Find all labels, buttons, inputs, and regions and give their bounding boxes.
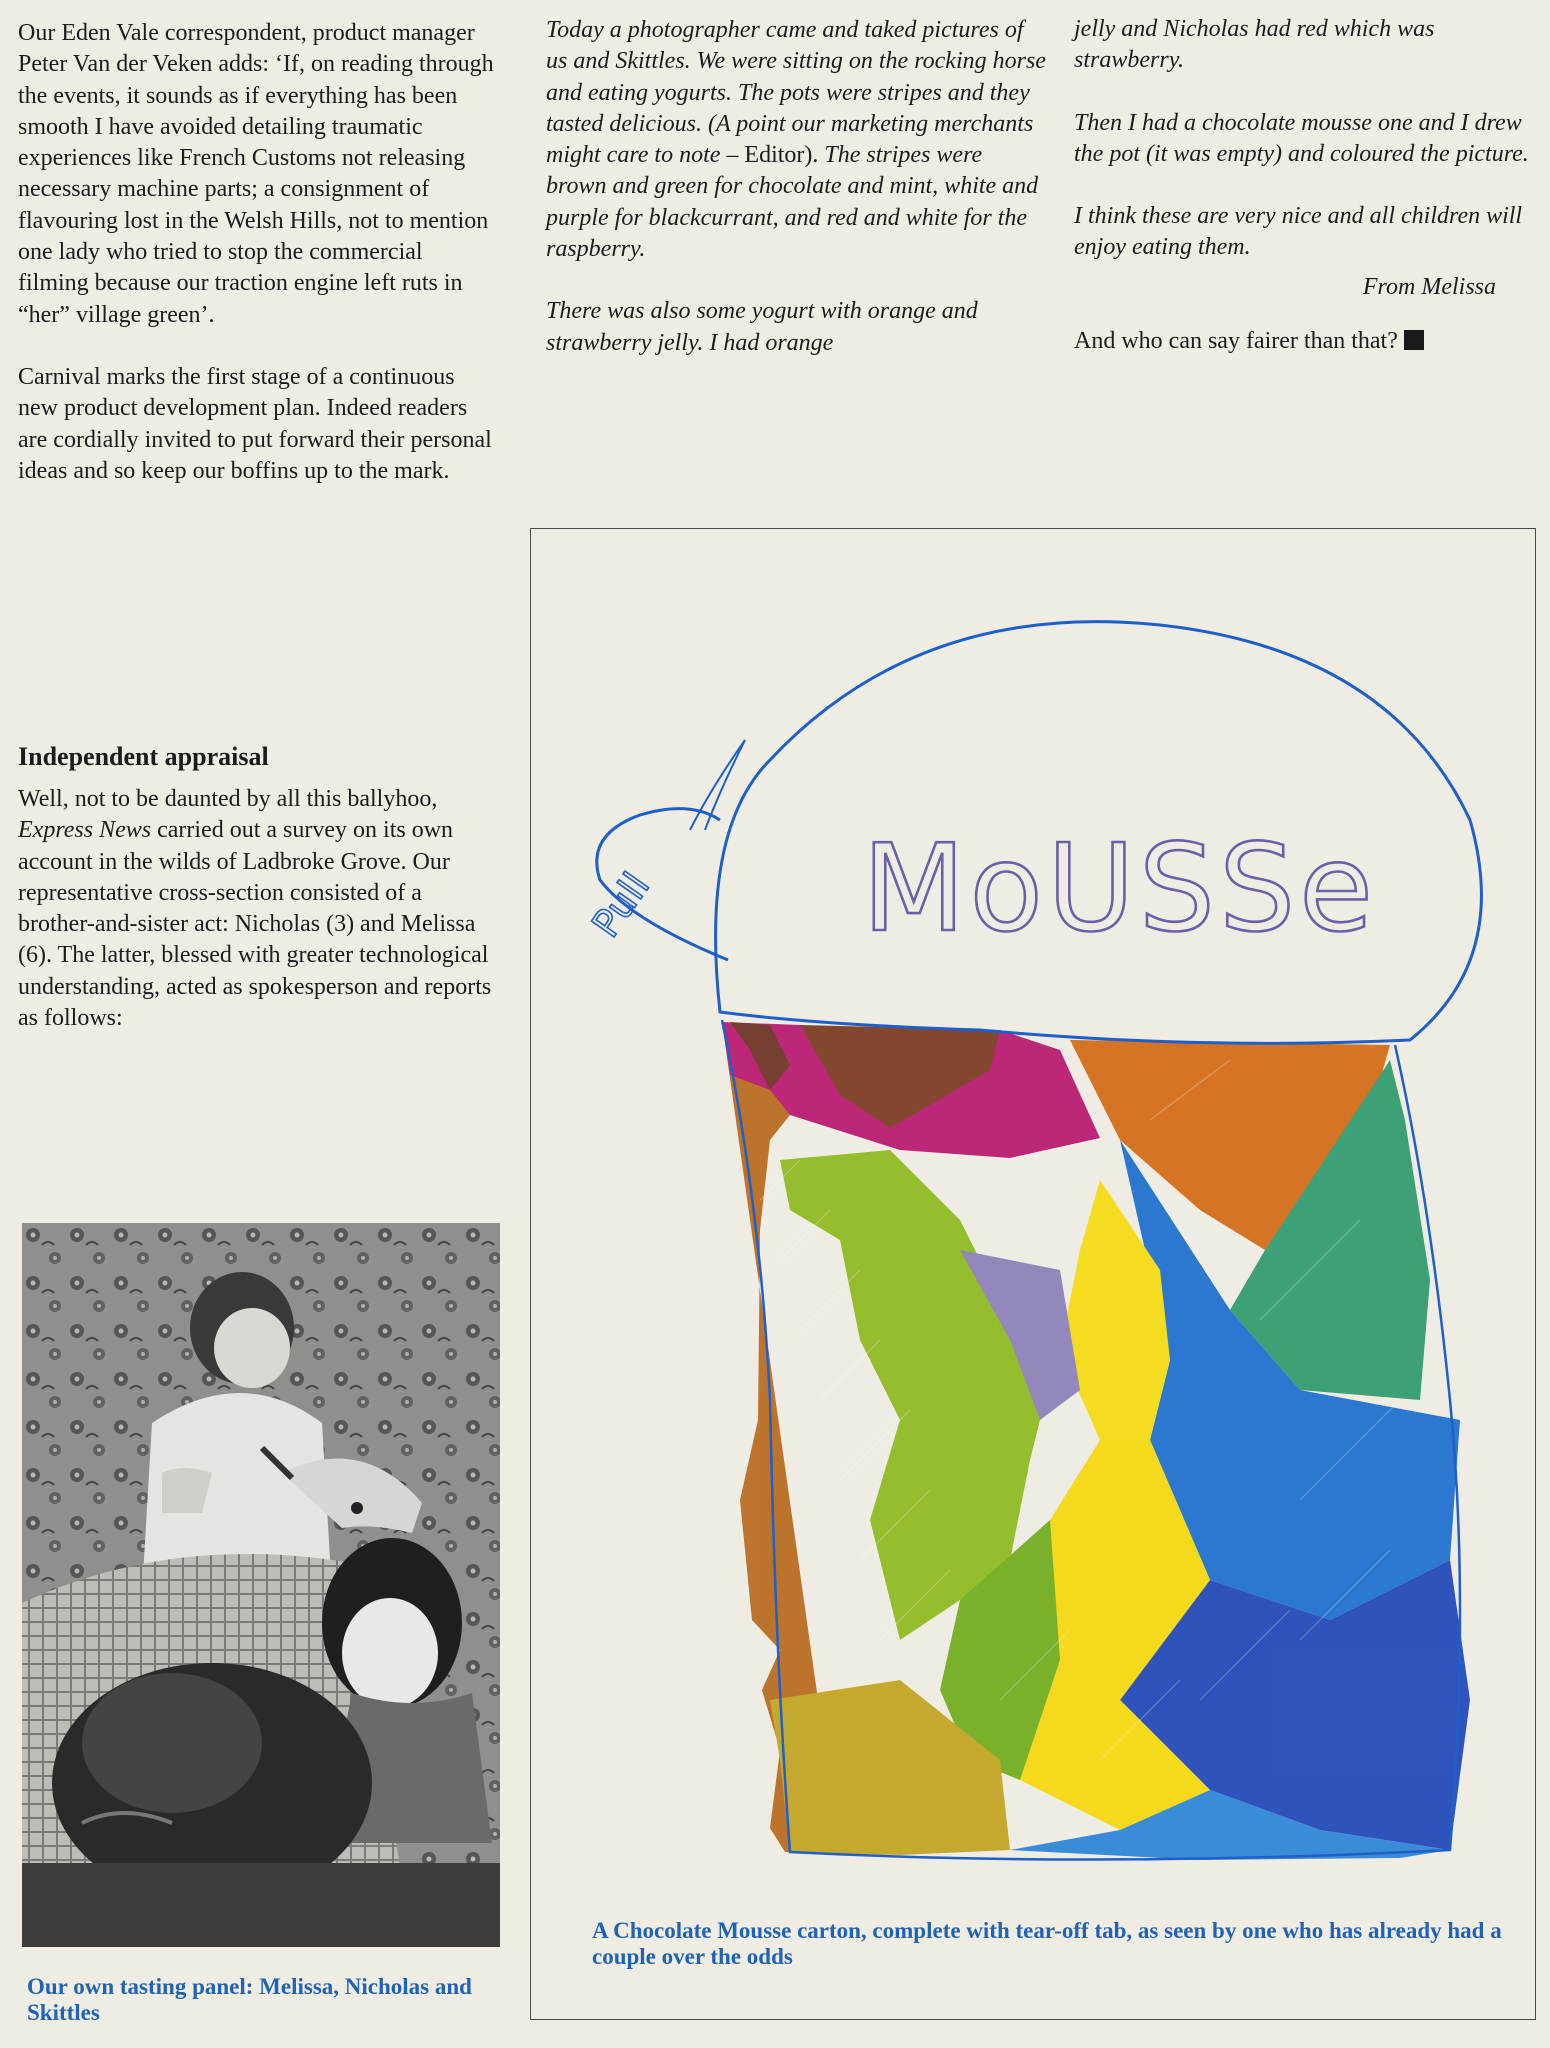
appraisal-rest: carried out a survey on its own account in the wilds of Ladbroke Grove. Our representative cross-section consisted of a brother-and-sister act: Nicholas (3) and Melissa (6). The latter, blessed with greater technological understanding, acted as spokesperson and reports as follows: (18, 817, 492, 1032)
editor-note: Editor). (744, 142, 819, 169)
section-heading: Independent appraisal (18, 742, 269, 771)
letter-signoff: From Melissa (1362, 273, 1496, 300)
drawing-caption: A Chocolate Mousse carton, complete with tear-off tab, as seen by one who has already had a couple over the odds (592, 1918, 1502, 1969)
letter-paragraph-three: Then I had a chocolate mousse one and I drew the pot (it was empty) and coloured the picture. (1074, 109, 1529, 167)
publication-name: Express News (18, 817, 152, 844)
carnival-paragraph: Carnival marks the first stage of a continuous new product development plan. Indeed readers are cordially invited to put forward their personal ideas and so keep our boffins up to the mark. (18, 363, 492, 484)
letter-paragraph-two-continued: jelly and Nicholas had red which was strawberry. (1074, 16, 1435, 74)
photo-caption: Our own tasting panel: Melissa, Nicholas and Skittles (27, 1974, 472, 2025)
lid-lettering: MoUSSe (862, 820, 1377, 959)
pull-tab-label: Pull (583, 864, 659, 946)
letter-paragraph-four: I think these are very nice and all children will enjoy eating them. (1074, 203, 1523, 261)
appraisal-lead: Well, not to be daunted by all this ballyhoo, (18, 786, 438, 812)
carton-body (722, 1022, 1470, 1860)
correspondent-paragraph: Our Eden Vale correspondent, product manager Peter Van der Veken adds: ‘If, on reading through the events, it sounds as if everything has been smooth I have avoided detailing traumatic experiences like French Customs not releasing necessary machine parts; a consignment of flavouring lost in the Welsh Hills, not to mention one lady who tried to stop the commercial filming because our traction engine left ruts in “her” village green’. (18, 20, 494, 328)
closing-line: And who can say fairer than that? (1074, 328, 1398, 355)
letter-text: Today a photographer came and taked pictures of us and Skittles. We were sitting on the rocking horse and eating yogurts. The pots were stripes and they tasted delicious. (A point our marketing merchants might care to note – (546, 17, 1046, 169)
letter-paragraph-two: There was also some yogurt with orange and strawberry jelly. I had orange (546, 298, 978, 356)
letter-text: The stripes were brown and green for chocolate and mint, white and purple for blackcurrant, and red and white for the raspberry. (546, 142, 1039, 263)
